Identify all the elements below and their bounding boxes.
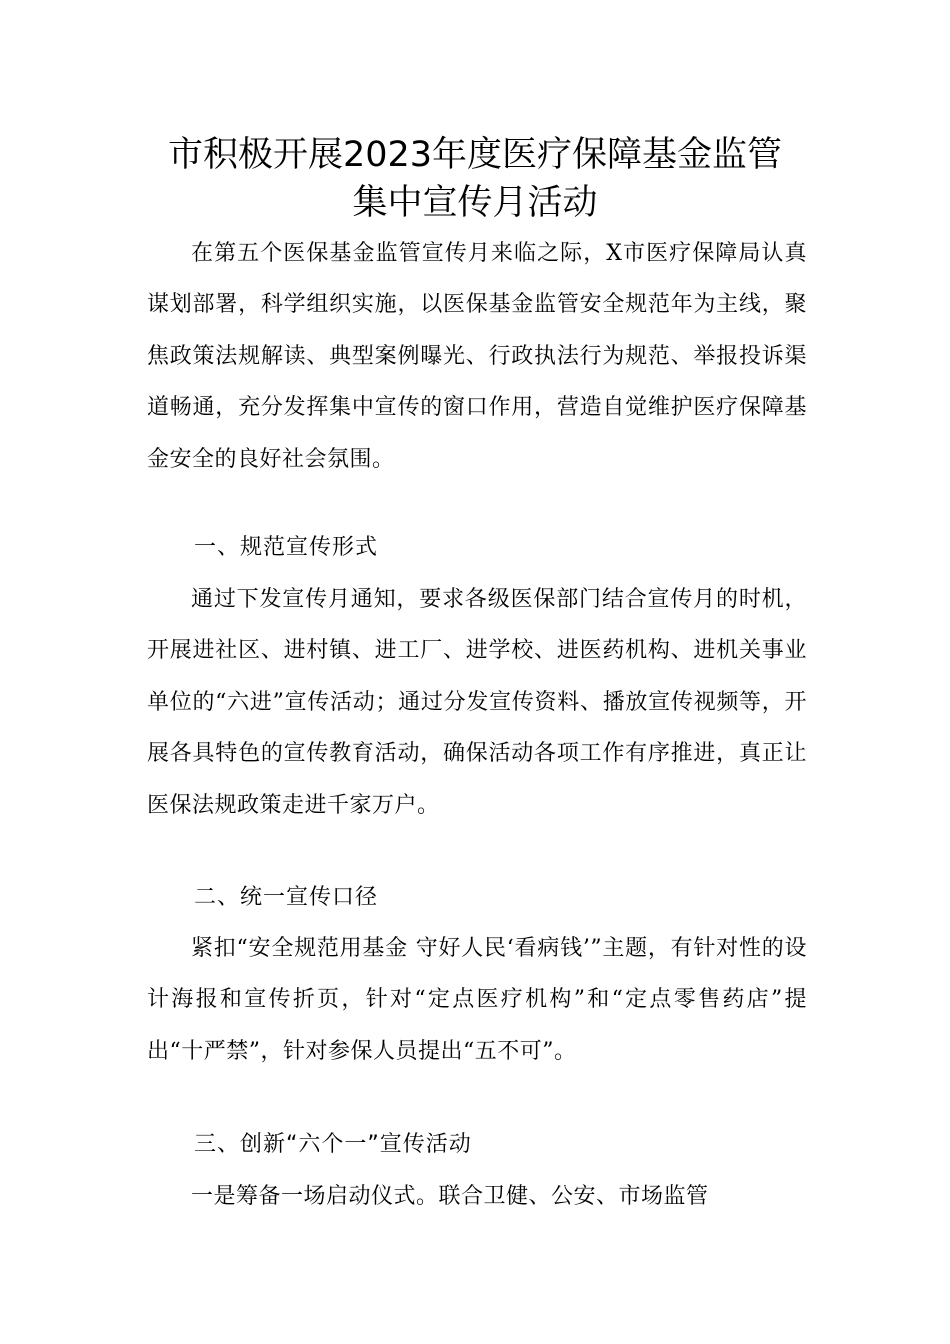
document-title-line-1: 市积极开展2023年度医疗保障基金监管 [167, 135, 783, 175]
section-body-3: 一是筹备一场启动仪式。联合卫健、公安、市场监管 [191, 1184, 709, 1209]
section-heading-2: 二、统一宣传口径 [194, 885, 379, 910]
section-heading-1: 一、规范宣传形式 [194, 535, 379, 560]
section-body-2: 紧扣“安全规范用基金 守好人民‘看病钱’”主题，有针对性的设计海报和宣传折页，针对“定点医疗机构”和“定点零售药店”提出“十严禁”，针对参保人员提出“五不可”。 [147, 936, 807, 1064]
document-title-line-2: 集中宣传月活动 [352, 183, 598, 223]
section-body-1: 通过下发宣传月通知，要求各级医保部门结合宣传月的时机，开展进社区、进村镇、进工厂、进学校、进医药机构、进机关事业单位的“六进”宣传活动；通过分发宣传资料、播放宣传视频等，开展各具特色的宣传教育活动，确保活动各项工作有序推进，真正让医保法规政策走进千家万户。 [147, 587, 807, 818]
intro-paragraph: 在第五个医保基金监管宣传月来临之际，X市医疗保障局认真谋划部署，科学组织实施，以医保基金监管安全规范年为主线，聚焦政策法规解读、典型案例曝光、行政执法行为规范、举报投诉渠道畅通，充分发挥集中宣传的窗口作用，营造自觉维护医疗保障基金安全的良好社会氛围。 [147, 241, 807, 472]
section-heading-3: 三、创新“六个一”宣传活动 [194, 1132, 472, 1157]
